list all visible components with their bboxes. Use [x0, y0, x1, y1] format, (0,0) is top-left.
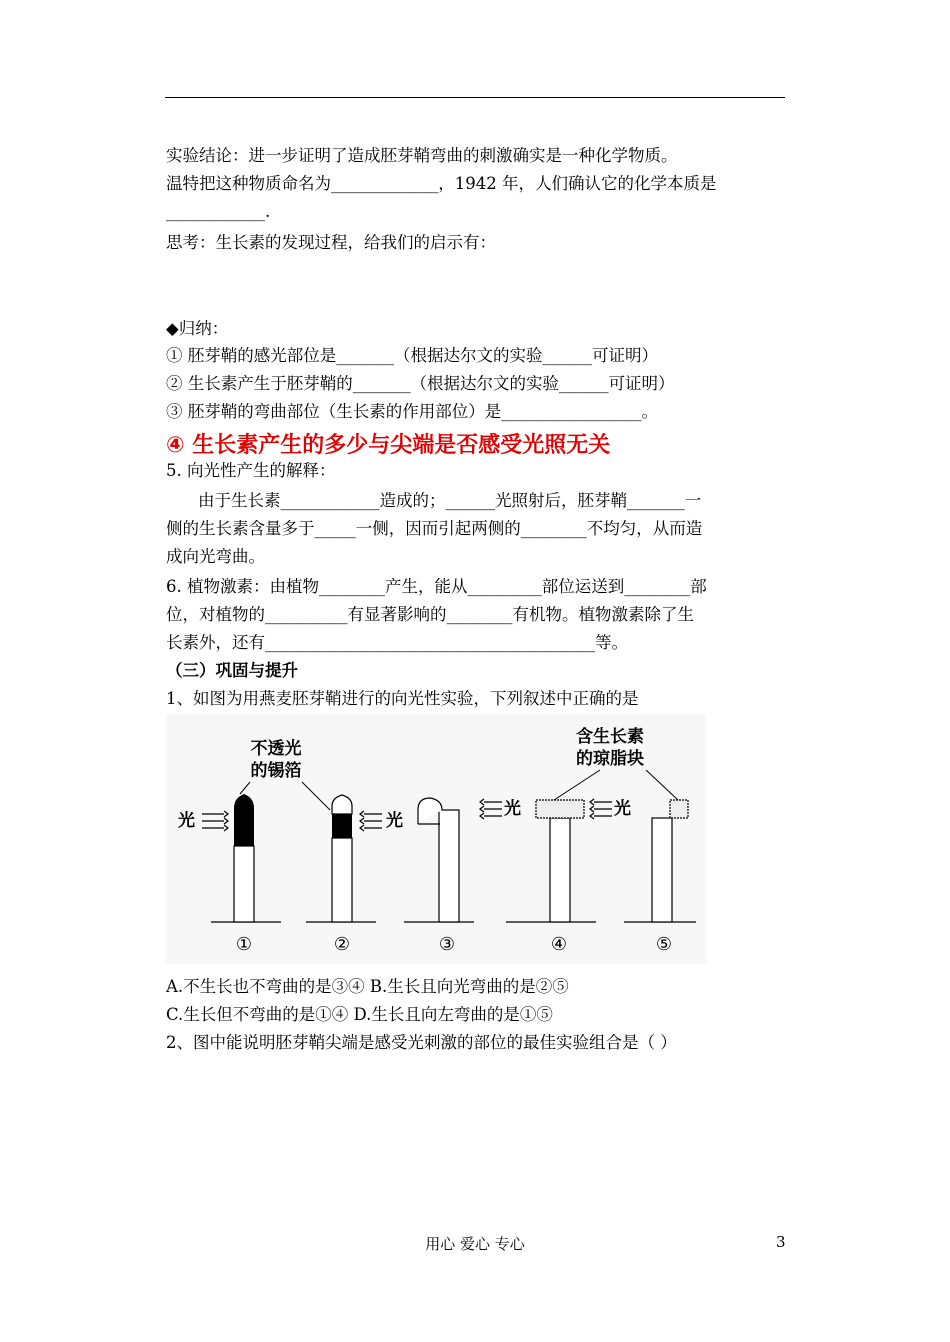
- light-label-3: 光: [504, 799, 521, 819]
- question-1: 1、如图为用燕麦胚芽鞘进行的向光性实验，下列叙述中正确的是: [166, 689, 639, 708]
- light-label-4: 光: [614, 799, 631, 819]
- text-line: 侧的生长素含量多于_____一侧，因而引起两侧的________不均匀，从而造: [166, 519, 703, 538]
- header-rule: [165, 97, 785, 98]
- text-line: 6. 植物激素：由植物________产生，能从_________部位运送到________部: [166, 577, 707, 596]
- label-5: ⑤: [655, 934, 673, 955]
- label-2: ②: [333, 934, 351, 955]
- section-heading: （三）巩固与提升: [166, 661, 298, 680]
- text-line: ① 胚芽鞘的感光部位是_______（根据达尔文的实验______可证明）: [166, 346, 658, 365]
- text-line: 位，对植物的__________有显著影响的________有机物。植物激素除了生: [166, 605, 694, 624]
- text-line: ____________.: [166, 202, 271, 221]
- agar-label-1: 含生长素: [576, 727, 644, 747]
- phototropism-figure: [166, 714, 706, 964]
- label-3: ③: [438, 934, 456, 955]
- highlight-line: ④ 生长素产生的多少与尖端是否感受光照无关: [166, 433, 611, 458]
- foil-label-1: 不透光: [250, 739, 302, 759]
- text-line: 由于生长素____________造成的；______光照射后，胚芽鞘_______一: [198, 491, 702, 510]
- text-line: 实验结论：进一步证明了造成胚芽鞘弯曲的刺激确实是一种化学物质。: [166, 146, 678, 165]
- light-label-1: 光: [178, 811, 195, 831]
- text-line: 温特把这种物质命名为_____________，1942 年，人们确认它的化学本质是: [166, 174, 717, 193]
- agar-label-2: 的琼脂块: [576, 749, 644, 769]
- label-1: ①: [235, 934, 253, 955]
- label-4: ④: [550, 934, 568, 955]
- summary-heading: ◆归纳：: [166, 319, 229, 338]
- page-number: 3: [776, 1233, 786, 1251]
- option-line: C.生长但不弯曲的是①④ D.生长且向左弯曲的是①⑤: [166, 1005, 553, 1024]
- foil-label-2: 的锡箔: [250, 761, 302, 781]
- text-line: 思考：生长素的发现过程，给我们的启示有：: [166, 233, 496, 252]
- text-line: 长素外，还有________________________________________等。: [166, 633, 628, 652]
- text-line: 成向光弯曲。: [166, 547, 265, 566]
- light-label-2: 光: [386, 811, 403, 831]
- question-2: 2、图中能说明胚芽鞘尖端是感受光刺激的部位的最佳实验组合是（ ）: [166, 1033, 677, 1052]
- option-line: A.不生长也不弯曲的是③④ B.生长且向光弯曲的是②⑤: [166, 977, 569, 996]
- footer-motto: 用心 爱心 专心: [425, 1235, 525, 1253]
- text-line: ③ 胚芽鞘的弯曲部位（生长素的作用部位）是_________________。: [166, 402, 658, 421]
- text-line: 5. 向光性产生的解释：: [166, 461, 336, 480]
- text-line: ② 生长素产生于胚芽鞘的_______（根据达尔文的实验______可证明）: [166, 374, 675, 393]
